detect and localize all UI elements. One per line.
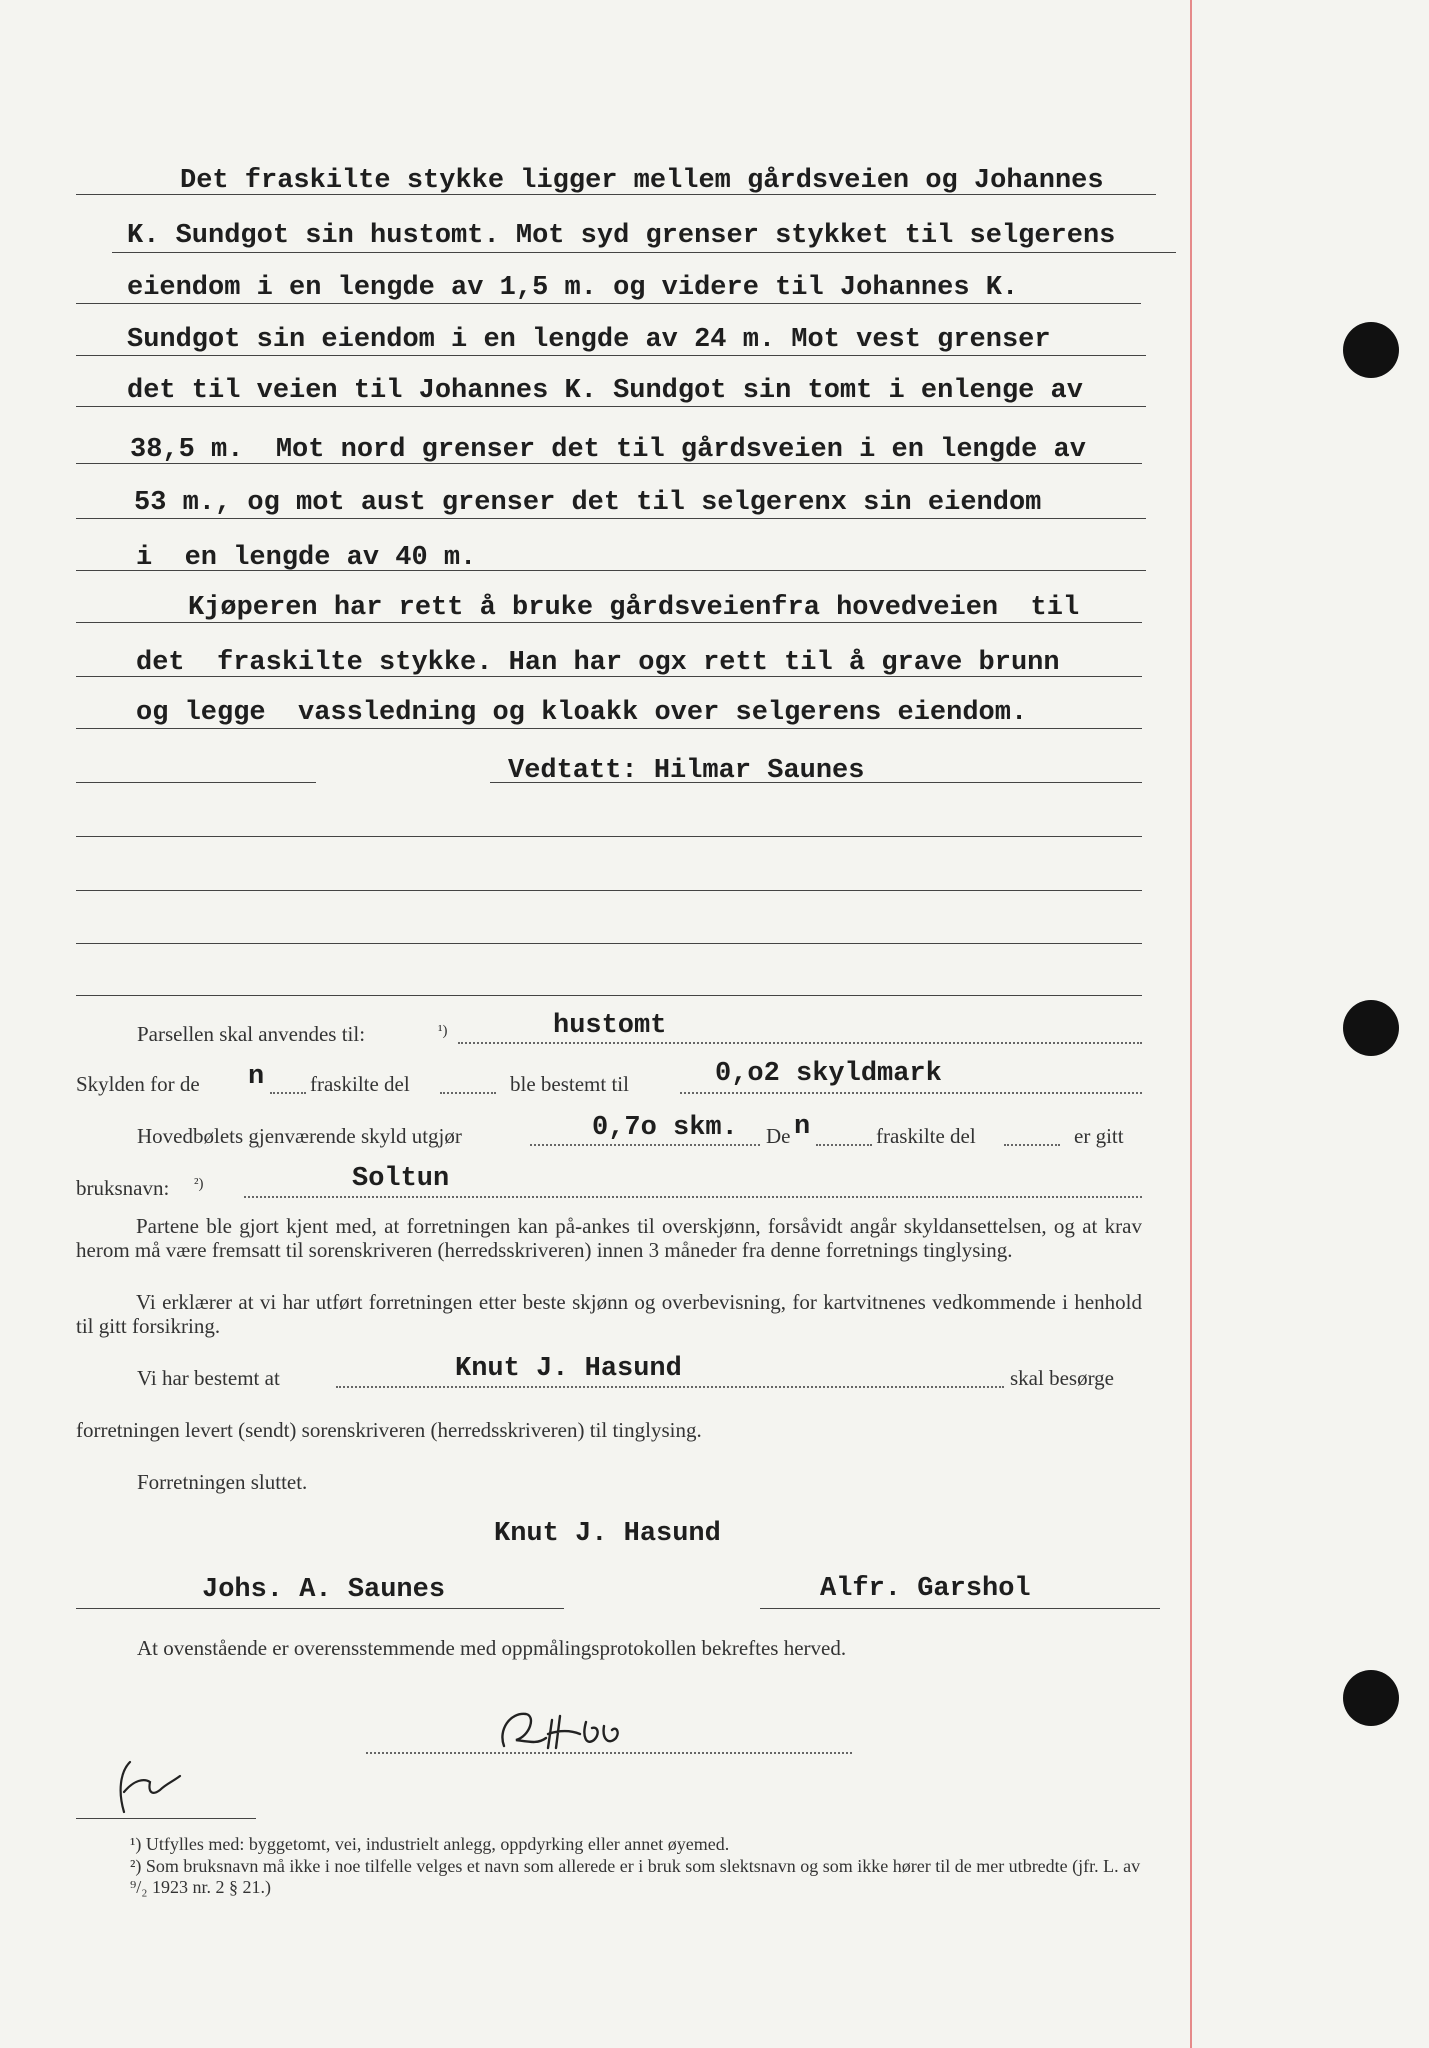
- typed-line-6: 38,5 m. Mot nord grenser det til gårdsveien i en lengde av: [130, 435, 1086, 465]
- fraskilte-del-label: fraskilte del: [310, 1072, 410, 1096]
- typed-line-3: eiendom i en lengde av 1,5 m. og videre til Johannes K.: [127, 273, 1019, 303]
- den-label: De: [766, 1124, 791, 1148]
- punch-hole-middle: [1343, 1000, 1399, 1056]
- ruled-line: [112, 252, 1176, 253]
- typed-line-11: og legge vassledning og kloakk over selgerens eiendom.: [136, 698, 1028, 728]
- hovedbolets-value: 0,7o skm.: [592, 1113, 738, 1143]
- ruled-line: [76, 943, 1142, 944]
- den-n: n: [794, 1112, 811, 1142]
- handwritten-signature: [490, 1700, 670, 1760]
- punch-hole-top: [1343, 322, 1399, 378]
- skylden-value: 0,o2 skyldmark: [715, 1059, 942, 1089]
- ruled-line: [76, 782, 316, 783]
- footnote-ref-2: ²): [194, 1176, 204, 1192]
- red-margin-line: [1190, 0, 1192, 2048]
- declaration-paragraph: Vi erklærer at vi har utført forretningen etter beste skjønn og overbevisning, for kartvitnenes vedkommende i henhold til gitt forsikring.: [76, 1290, 1142, 1338]
- signature-line-right: [760, 1608, 1160, 1609]
- footnote-divider: [76, 1818, 256, 1819]
- footnote-2: ²) Som bruksnavn må ikke i noe tilfelle velges et navn som allerede er i bruk som slektsnavn og som ikke hører til de mer utbredte (jfr. L. av ⁹/₂ 1923 nr. 2 § 21.): [130, 1856, 1141, 1897]
- dotted-line: [440, 1092, 496, 1094]
- approved-by: Vedtatt: Hilmar Saunes: [508, 756, 865, 786]
- er-gitt-label: er gitt: [1074, 1124, 1124, 1148]
- punch-hole-bottom: [1343, 1670, 1399, 1726]
- ruled-line: [76, 355, 1146, 356]
- ruled-line: [76, 406, 1146, 407]
- skylden-label: Skylden for de: [76, 1072, 200, 1096]
- typed-line-9: Kjøperen har rett å bruke gårdsveienfra hovedveien til: [188, 593, 1080, 623]
- typed-line-4: Sundgot sin eiendom i en lengde av 24 m. Mot vest grenser: [127, 325, 1051, 355]
- bruksnavn-value: Soltun: [352, 1164, 450, 1194]
- handwritten-initials: [100, 1752, 190, 1822]
- dotted-line: [244, 1196, 1142, 1198]
- typed-line-8: i en lengde av 40 m.: [136, 543, 477, 573]
- typed-line-1: Det fraskilte stykke ligger mellem gårdsveien og Johannes: [180, 166, 1104, 196]
- bestemt-til-label: ble bestemt til: [510, 1072, 629, 1096]
- ruled-line: [76, 890, 1142, 891]
- typed-line-7: 53 m., og mot aust grenser det til selgerenx sin eiendom: [134, 488, 1042, 518]
- dotted-line: [458, 1042, 1142, 1044]
- dotted-line: [1004, 1144, 1060, 1146]
- signature-right: Alfr. Garshol: [820, 1574, 1031, 1604]
- ruled-line: [76, 995, 1142, 996]
- sluttet-line: Forretningen sluttet.: [137, 1470, 308, 1494]
- typed-line-5: det til veien til Johannes K. Sundgot sin tomt i enlenge av: [127, 376, 1083, 406]
- parsellen-label: Parsellen skal anvendes til:: [137, 1022, 366, 1046]
- signature-center: Knut J. Hasund: [494, 1519, 721, 1549]
- ruled-line: [76, 303, 1141, 304]
- bruksnavn-label: bruksnavn:: [76, 1176, 170, 1200]
- dotted-line: [336, 1386, 1004, 1388]
- signature-dotted-line: [366, 1752, 852, 1754]
- ruled-line: [76, 836, 1142, 837]
- hovedbolets-label: Hovedbølets gjenværende skyld utgjør: [137, 1124, 462, 1148]
- certification-line: At ovenstående er overensstemmende med oppmålingsprotokollen bekreftes herved.: [137, 1636, 847, 1660]
- ruled-line: [76, 728, 1142, 729]
- dotted-line: [270, 1092, 306, 1094]
- skal-besorge-label: skal besørge: [1010, 1366, 1115, 1390]
- bestemt-label: Vi har bestemt at: [137, 1366, 280, 1390]
- skylden-n: n: [248, 1062, 265, 1092]
- parsellen-value: hustomt: [553, 1011, 667, 1041]
- signature-line-left: [76, 1608, 564, 1609]
- ruled-line: [76, 518, 1146, 519]
- appeal-paragraph: Partene ble gjort kjent med, at forretningen kan på-ankes til overskjønn, forsåvidt angår skyldansettelsen, og at krav herom må være fremsatt til sorenskriveren (herredsskriveren) innen 3 måneder fra denne forretnings tinglysing.: [76, 1214, 1142, 1262]
- dotted-line: [530, 1144, 760, 1146]
- signature-left: Johs. A. Saunes: [202, 1575, 446, 1605]
- footnote-1: ¹) Utfylles med: byggetomt, vei, industrielt anlegg, oppdyrking eller annet øyemed.: [130, 1834, 730, 1854]
- typed-line-10: det fraskilte stykke. Han har ogx rett til å grave brunn: [136, 648, 1060, 678]
- typed-line-2: K. Sundgot sin hustomt. Mot syd grenser stykket til selgerens: [127, 221, 1116, 251]
- fraskilte-del-label-2: fraskilte del: [876, 1124, 976, 1148]
- bestemt-value: Knut J. Hasund: [455, 1354, 682, 1384]
- dotted-line: [680, 1092, 1142, 1094]
- levert-line: forretningen levert (sendt) sorenskriveren (herredsskriveren) til tinglysing.: [76, 1418, 702, 1442]
- footnote-ref-1: ¹): [438, 1023, 448, 1039]
- dotted-line: [816, 1144, 872, 1146]
